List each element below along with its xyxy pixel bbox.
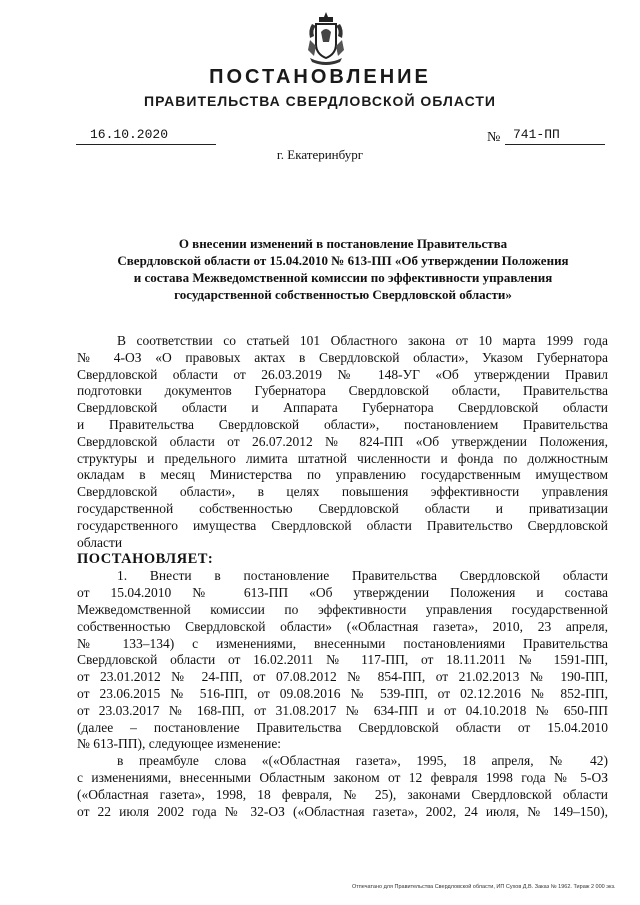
preamble-line: подготовки документов Губернатора Свердловской области, Правительства: [77, 383, 608, 399]
item1-line: (далее – постановление Правительства Свердловской области от 15.04.2010: [77, 719, 608, 735]
document-heading: [78, 235, 608, 303]
item1-line: от 15.04.2010 № 613-ПП «Об утверждении Положения и состава: [77, 585, 608, 601]
preamble-line: государственной собственностью Свердловской области и приватизации: [77, 500, 608, 516]
resolves-heading: ПОСТАНОВЛЯЕТ:: [77, 551, 214, 568]
item1a-line: от 22 июля 2002 года № 32-ОЗ («Областная газета», 2002, 24 июля, № 149–150),: [77, 803, 608, 819]
item1-line: собственностью Свердловской области» («Областная газета», 2010, 23 апреля,: [77, 618, 608, 634]
preamble-line: Свердловской области от 26.07.2012 № 824-ПП «Об утверждении Положения,: [77, 433, 608, 449]
document-number: 741-ПП: [505, 128, 605, 145]
item1-line: № 133–134) с изменениями, внесенными постановлениями Правительства: [77, 635, 608, 651]
item1-line: № 613-ПП), следующее изменение:: [77, 736, 282, 752]
heading-line: Свердловской области от 15.04.2010 № 613-ПП «Об утверждении Положения: [117, 253, 569, 268]
document-body: [77, 333, 608, 820]
item1a-line: с изменениями, внесенными Областным законом от 12 февраля 1998 года № 5-ОЗ: [77, 769, 608, 785]
preamble-line: структуры и предельного лимита штатной численности и фонда по должностным: [77, 450, 608, 466]
city: г. Екатеринбург: [276, 147, 364, 162]
document-date: 16.10.2020: [76, 128, 216, 145]
item1-line: от 23.03.2017 № 168-ПП, от 31.08.2017 № 634-ПП и от 04.10.2018 № 650-ПП: [77, 702, 608, 718]
item1a-line: («Областная газета», 1998, 18 февраля, № 25), законами Свердловской области: [77, 786, 608, 802]
document-title: ПОСТАНОВЛЕНИЕ: [209, 66, 431, 88]
item1-line: от 23.06.2015 № 516-ПП, от 09.08.2016 № 539-ПП, от 02.12.2016 № 852-ПП,: [77, 685, 608, 701]
preamble-line: области: [77, 534, 123, 550]
preamble-line: государственного имущества Свердловской области Правительство Свердловской: [77, 517, 608, 533]
item1-line: Межведомственной комиссии по эффективности управления государственной: [77, 601, 608, 617]
preamble-line: Свердловской области», в целях повышения эффективности управления: [77, 484, 608, 500]
heading-line: государственной собственностью Свердловской области»: [174, 287, 512, 302]
preamble-line: и Правительства Свердловской области», постановлением Правительства: [77, 416, 608, 432]
preamble-line: № 4-ОЗ «О правовых актах в Свердловской области», Указом Губернатора: [77, 349, 608, 365]
print-footer: Отпечатано для Правительства Свердловской области, ИП Сухов Д.В. Заказ № 1962. Тираж 2 000 экз.: [352, 884, 616, 890]
preamble-line: В соответствии со статьей 101 Областного закона от 10 марта 1999 года: [117, 333, 608, 348]
item1a-line: в преамбуле слова «(«Областная газета», 1995, 18 апреля, № 42): [117, 753, 608, 769]
coat-of-arms-icon: [304, 10, 348, 66]
preamble-line: Свердловской области и Аппарата Губернатора Свердловской области: [77, 400, 608, 416]
preamble-line: окладам в месяц Министерства по управлению государственным имуществом: [77, 467, 608, 483]
heading-line: О внесении изменений в постановление Правительства: [178, 236, 508, 251]
heading-line: и состава Межведомственной комиссии по эффективности управления: [133, 270, 553, 285]
document-subtitle: ПРАВИТЕЛЬСТВА СВЕРДЛОВСКОЙ ОБЛАСТИ: [144, 93, 496, 109]
preamble-line: Свердловской области от 26.03.2019 № 148-УГ «Об утверждении Правил: [77, 366, 608, 382]
item1-line: 1. Внести в постановление Правительства Свердловской области: [117, 568, 608, 584]
item1-line: от 23.01.2012 № 24-ПП, от 07.08.2012 № 854-ПП, от 21.02.2013 № 190-ПП,: [77, 669, 608, 685]
number-label: №: [487, 130, 501, 145]
item1-line: Свердловской области от 16.02.2011 № 117-ПП, от 18.11.2011 № 1591-ПП,: [77, 652, 608, 668]
